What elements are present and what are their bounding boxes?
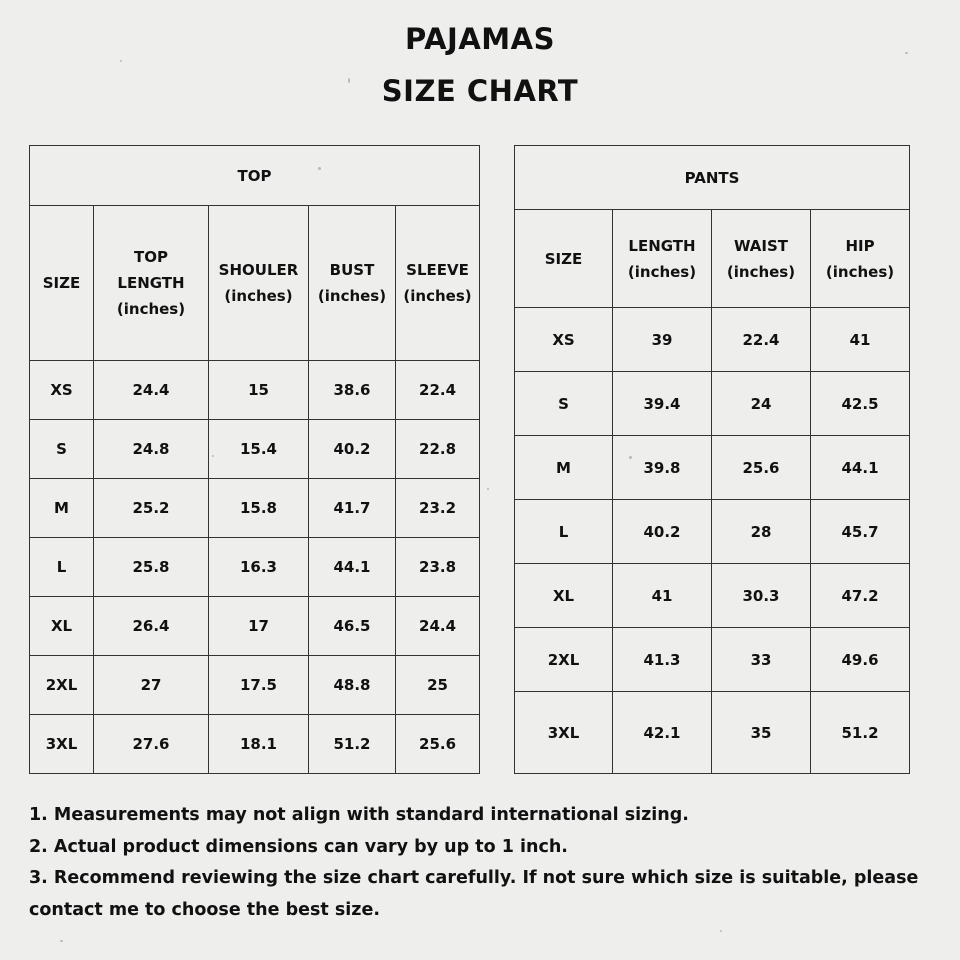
header-size: SIZE [515,210,613,308]
waist-cell: 35 [712,692,811,774]
sleeve-cell: 25.6 [396,715,480,774]
table-row [515,500,910,564]
waist-cell: 30.3 [712,564,811,628]
sleeve-cell: 22.4 [396,361,480,420]
table-row [30,538,480,597]
hip-cell: 42.5 [811,372,910,436]
shoulder-cell: 18.1 [209,715,309,774]
table-row [30,479,480,538]
waist-cell: 25.6 [712,436,811,500]
top-length-cell: 25.2 [94,479,209,538]
shoulder-cell: 15.8 [209,479,309,538]
size-cell: M [515,436,613,500]
size-cell: 2XL [515,628,613,692]
bust-cell: 44.1 [309,538,396,597]
table-row [30,656,480,715]
header-sleeve [396,206,480,361]
waist-cell: 24 [712,372,811,436]
length-cell: 39.4 [613,372,712,436]
top-length-cell: 26.4 [94,597,209,656]
page-subtitle: SIZE CHART [381,74,579,108]
length-cell: 42.1 [613,692,712,774]
bust-cell: 46.5 [309,597,396,656]
shoulder-cell: 17 [209,597,309,656]
top-length-cell: 25.8 [94,538,209,597]
header-line: LENGTH [117,274,185,292]
shoulder-cell: 17.5 [209,656,309,715]
shoulder-cell: 15.4 [209,420,309,479]
waist-cell: 22.4 [712,308,811,372]
top-length-cell: 24.4 [94,361,209,420]
size-cell: XL [30,597,94,656]
table-row [515,372,910,436]
header-line: BUST [329,261,375,279]
page-title: PAJAMAS [405,22,555,56]
table-row [30,597,480,656]
hip-cell: 47.2 [811,564,910,628]
table-row [515,308,910,372]
sleeve-cell: 25 [396,656,480,715]
note-item: 1. Measurements may not align with standard international sizing. [29,805,689,825]
size-cell: XL [515,564,613,628]
hip-cell: 44.1 [811,436,910,500]
header-unit: (inches) [825,262,895,281]
header-line: LENGTH [628,236,696,255]
header-bust [309,206,396,361]
bust-cell: 51.2 [309,715,396,774]
table-row [515,628,910,692]
size-cell: XS [515,308,613,372]
length-cell: 41.3 [613,628,712,692]
pants-size-table [514,145,910,774]
size-cell: 3XL [515,692,613,774]
header-line: TOP [134,248,168,266]
header-unit: (inches) [116,300,186,318]
header-line: SHOULER [218,261,299,279]
table-row [515,692,910,774]
length-cell: 39.8 [613,436,712,500]
top-length-cell: 24.8 [94,420,209,479]
header-shoulder [209,206,309,361]
note-item: 3. Recommend reviewing the size chart carefully. If not sure which size is suitable, please contact me to choose the best size. [29,868,919,920]
size-cell: 2XL [30,656,94,715]
header-size: SIZE [30,206,94,361]
size-cell: M [30,479,94,538]
paper-speck [720,930,722,932]
hip-cell: 41 [811,308,910,372]
header-unit: (inches) [403,287,472,305]
length-cell: 40.2 [613,500,712,564]
size-cell: L [30,538,94,597]
header-line: WAIST [733,236,789,255]
bust-cell: 40.2 [309,420,396,479]
hip-cell: 49.6 [811,628,910,692]
pants-table-title: PANTS [515,146,910,210]
table-row [515,564,910,628]
top-table-title: TOP [30,146,480,206]
shoulder-cell: 15 [209,361,309,420]
size-cell: L [515,500,613,564]
paper-speck [60,940,63,942]
header-hip [811,210,910,308]
paper-speck [487,488,489,490]
header-top-length [94,206,209,361]
size-cell: S [515,372,613,436]
header-unit: (inches) [627,262,697,281]
table-row [515,436,910,500]
hip-cell: 45.7 [811,500,910,564]
bust-cell: 41.7 [309,479,396,538]
sleeve-cell: 23.2 [396,479,480,538]
bust-cell: 38.6 [309,361,396,420]
header-line: SLEEVE [406,261,469,279]
header-length [613,210,712,308]
table-row [30,715,480,774]
waist-cell: 28 [712,500,811,564]
sleeve-cell: 22.8 [396,420,480,479]
size-cell: XS [30,361,94,420]
header-unit: (inches) [726,262,796,281]
header-waist [712,210,811,308]
header-unit: (inches) [224,287,293,305]
notes [29,800,939,926]
header-line: HIP [845,236,875,255]
shoulder-cell: 16.3 [209,538,309,597]
table-row [30,361,480,420]
sleeve-cell: 23.8 [396,538,480,597]
note-item: 2. Actual product dimensions can vary by up to 1 inch. [29,836,568,857]
length-cell: 41 [613,564,712,628]
paper-speck [120,60,122,62]
table-row [30,420,480,479]
size-cell: S [30,420,94,479]
waist-cell: 33 [712,628,811,692]
top-size-table [29,145,480,774]
hip-cell: 51.2 [811,692,910,774]
size-cell: 3XL [30,715,94,774]
top-length-cell: 27.6 [94,715,209,774]
bust-cell: 48.8 [309,656,396,715]
sleeve-cell: 24.4 [396,597,480,656]
length-cell: 39 [613,308,712,372]
header-unit: (inches) [317,287,387,305]
top-length-cell: 27 [94,656,209,715]
